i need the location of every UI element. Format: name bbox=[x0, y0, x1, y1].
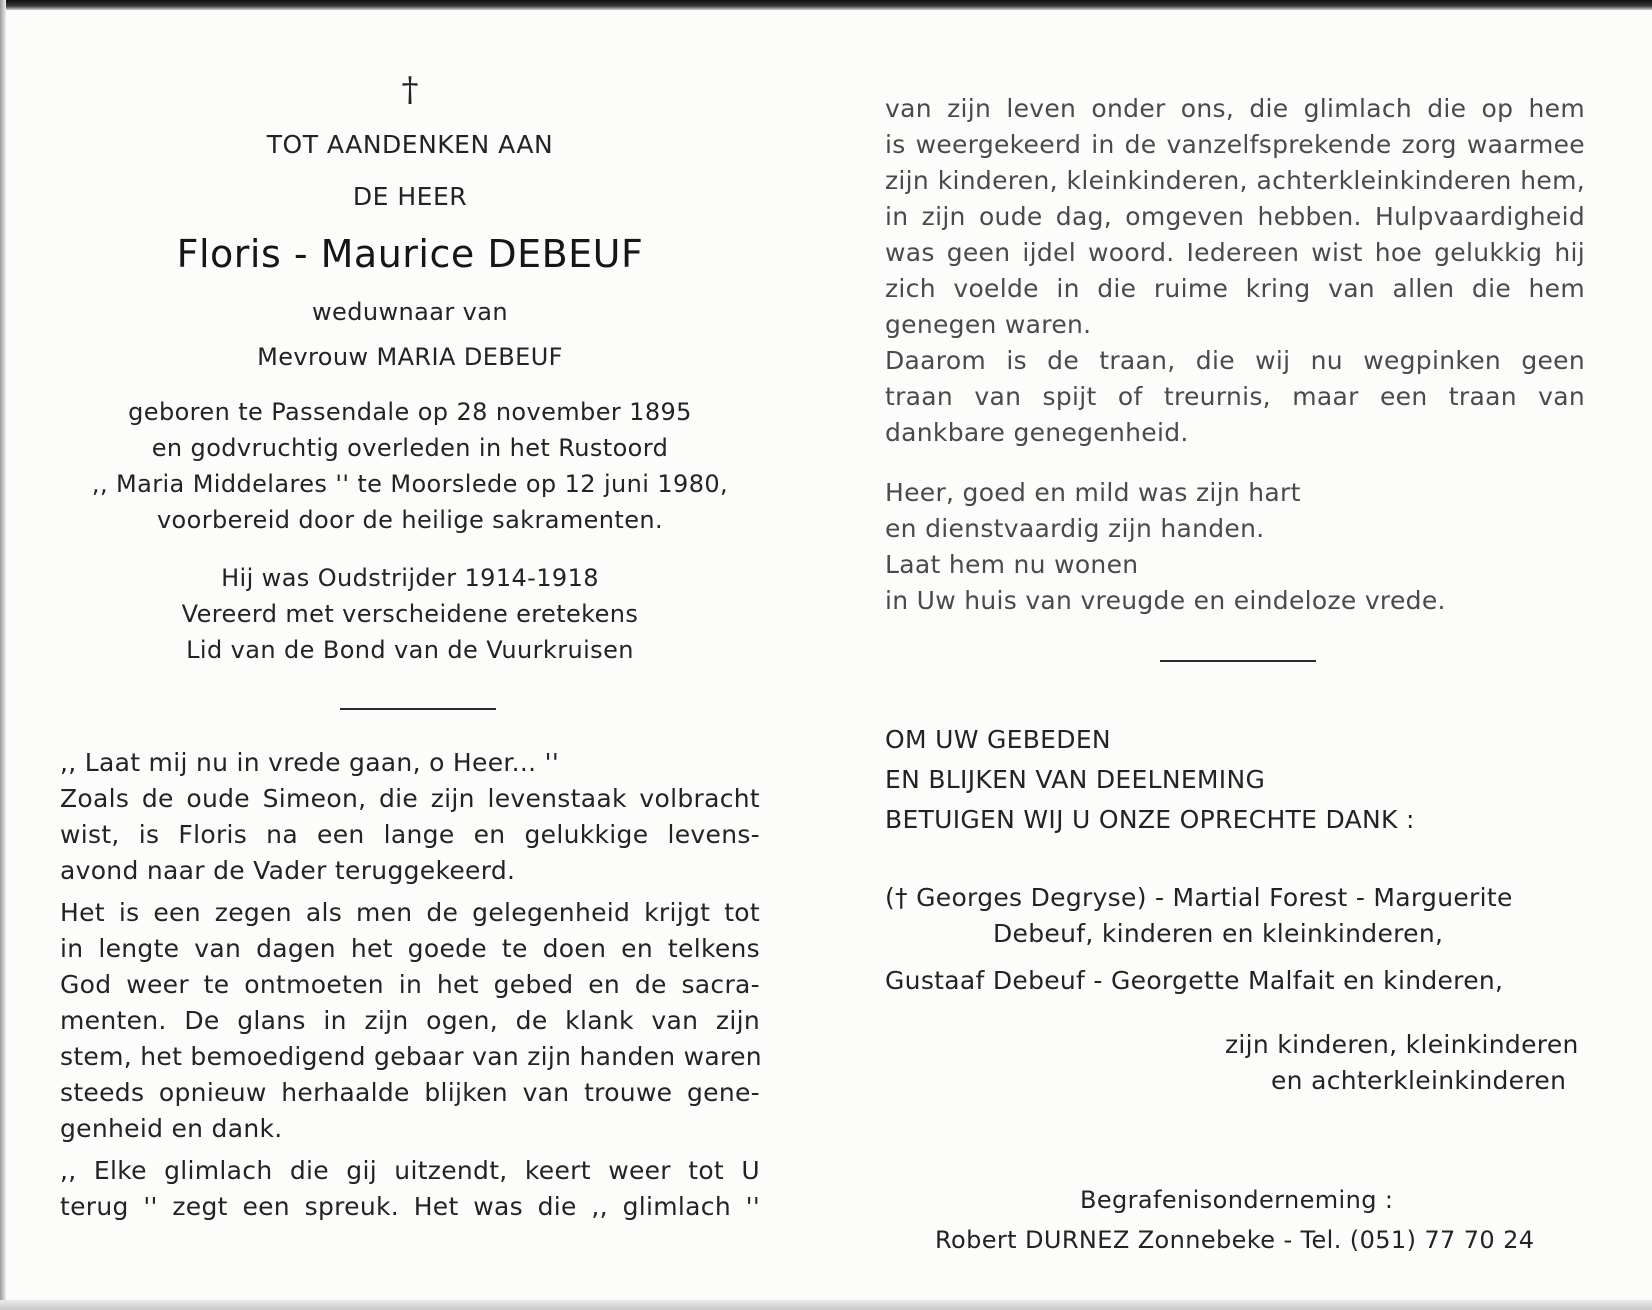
text-line: God weer te ontmoeten in het gebed en de sacra- bbox=[60, 970, 760, 999]
thanks-line: BETUIGEN WIJ U ONZE OPRECHTE DANK : bbox=[885, 805, 1415, 834]
text-line: Het is een zegen als men de gelegenheid krijgt tot bbox=[60, 898, 760, 927]
divider-rule bbox=[340, 708, 496, 710]
bio-line: en godvruchtig overleden in het Rustoord bbox=[151, 434, 669, 462]
text-line: traan van spijt of treurnis, maar een traan van bbox=[885, 382, 1585, 411]
text-line: genegen waren. bbox=[885, 310, 1092, 339]
family-line: Gustaaf Debeuf - Georgette Malfait en kinderen, bbox=[885, 966, 1504, 995]
text-line: Zoals de oude Simeon, die zijn levenstaak volbracht bbox=[60, 784, 760, 813]
text-line: in lengte van dagen het goede te doen en telkens bbox=[60, 934, 760, 963]
family-line: zijn kinderen, kleinkinderen bbox=[1225, 1030, 1579, 1059]
prayer-line: en dienstvaardig zijn handen. bbox=[885, 514, 1265, 543]
deceased-name: Floris - Maurice DEBEUF bbox=[176, 232, 644, 276]
left-panel bbox=[60, 0, 760, 1310]
cross-symbol: † bbox=[401, 70, 419, 110]
text-line: terug '' zegt een spreuk. Het was die ,, glimlach '' bbox=[60, 1192, 760, 1221]
honor-line: Vereerd met verscheidene eretekens bbox=[181, 600, 639, 628]
right-panel bbox=[885, 0, 1585, 1310]
text-line: steeds opnieuw herhaalde blijken van trouwe gene- bbox=[60, 1078, 760, 1107]
prayer-line: in Uw huis van vreugde en eindeloze vrede. bbox=[885, 586, 1446, 615]
text-line: in zijn oude dag, omgeven hebben. Hulpvaardigheid bbox=[885, 202, 1585, 231]
family-line: († Georges Degryse) - Martial Forest - Marguerite bbox=[885, 883, 1513, 912]
thanks-line: OM UW GEBEDEN bbox=[885, 725, 1111, 754]
text-line: avond naar de Vader teruggekeerd. bbox=[60, 856, 516, 885]
text-line: ,, Laat mij nu in vrede gaan, o Heer... '' bbox=[60, 748, 559, 777]
text-line: stem, het bemoedigend gebaar van zijn handen waren bbox=[60, 1042, 762, 1071]
text-line: menten. De glans in zijn ogen, de klank van zijn bbox=[60, 1006, 760, 1035]
text-line: dankbare genegenheid. bbox=[885, 418, 1189, 447]
text-line: wist, is Floris na een lange en gelukkige levens- bbox=[60, 820, 760, 849]
scan-left-edge bbox=[0, 0, 6, 1310]
prayer-line: Heer, goed en mild was zijn hart bbox=[885, 478, 1301, 507]
header-title: DE HEER bbox=[352, 182, 468, 211]
prayer-line: Laat hem nu wonen bbox=[885, 550, 1139, 579]
text-line: zijn kinderen, kleinkinderen, achterkleinkinderen hem, bbox=[885, 166, 1585, 195]
text-line: van zijn leven onder ons, die glimlach die op hem bbox=[885, 94, 1585, 123]
text-line: zich voelde in die ruime kring van allen die hem bbox=[885, 274, 1585, 303]
bio-line: geboren te Passendale op 28 november 1895 bbox=[128, 398, 692, 426]
widower-line: weduwnaar van bbox=[312, 298, 508, 326]
undertaker-details: Robert DURNEZ Zonnebeke - Tel. (051) 77 70 24 bbox=[935, 1226, 1535, 1254]
text-line: genheid en dank. bbox=[60, 1114, 283, 1143]
text-line: was geen ijdel woord. Iedereen wist hoe gelukkig hij bbox=[885, 238, 1585, 267]
text-line: Daarom is de traan, die wij nu wegpinken geen bbox=[885, 346, 1585, 375]
bio-line: voorbereid door de heilige sakramenten. bbox=[156, 506, 664, 534]
honor-line: Hij was Oudstrijder 1914-1918 bbox=[221, 564, 599, 592]
bio-line: ,, Maria Middelares '' te Moorslede op 12 juni 1980, bbox=[91, 470, 729, 498]
thanks-line: EN BLIJKEN VAN DEELNEMING bbox=[885, 765, 1266, 794]
family-line: en achterkleinkinderen bbox=[1271, 1066, 1567, 1095]
undertaker-label: Begrafenisonderneming : bbox=[1080, 1186, 1394, 1214]
divider-rule bbox=[1160, 660, 1316, 662]
spouse-name: Mevrouw MARIA DEBEUF bbox=[257, 343, 563, 371]
text-line: ,, Elke glimlach die gij uitzendt, keert weer tot U bbox=[60, 1156, 760, 1185]
honor-line: Lid van de Bond van de Vuurkruisen bbox=[186, 636, 634, 664]
family-line: Debeuf, kinderen en kleinkinderen, bbox=[993, 919, 1444, 948]
text-line: is weergekeerd in de vanzelfsprekende zorg waarmee bbox=[885, 130, 1585, 159]
header-in-memory: TOT AANDENKEN AAN bbox=[266, 130, 554, 159]
